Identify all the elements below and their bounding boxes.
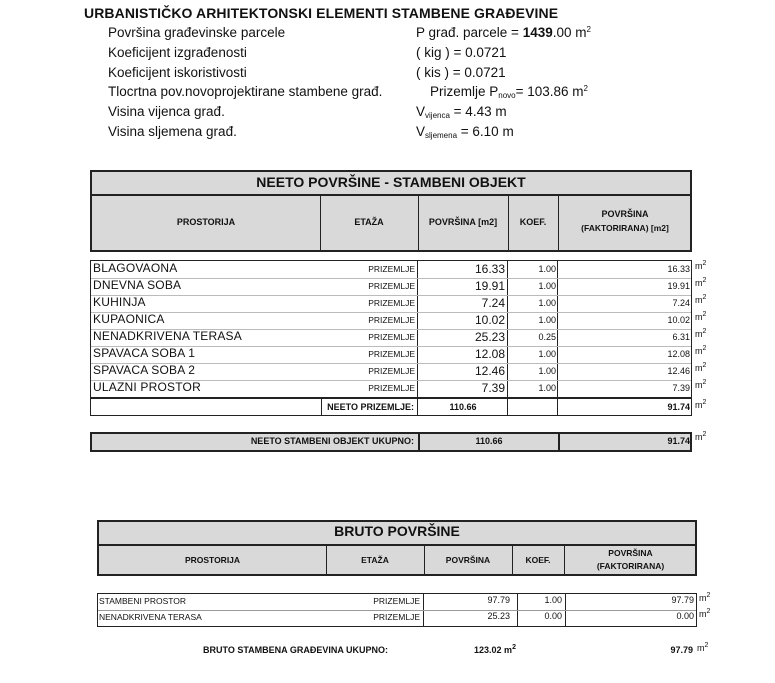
unit-sup: 2: [706, 592, 711, 599]
neto-row-name: SPAVACA SOBA 1: [93, 346, 196, 360]
unit-sup: 2: [702, 277, 707, 284]
neto-row-koef: 1.00: [538, 298, 556, 308]
neto-row-unit: [695, 346, 706, 356]
neto-row-povrsina: 25.23: [474, 330, 505, 344]
neto-col-koef: KOEF.: [519, 217, 547, 227]
neto-row-koef: 1.00: [538, 366, 556, 376]
neto-col-fakt-sub: (FAKTORIRANA) [m2]: [581, 223, 669, 233]
neto-row-etaza: PRIZEMLJE: [368, 366, 415, 376]
neto-total-fakt: 91.74: [667, 436, 690, 446]
unit-sup: 2: [702, 311, 707, 318]
neto-row-etaza: PRIZEMLJE: [368, 383, 415, 393]
neto-total-label: NEETO STAMBENI OBJEKT UKUPNO:: [250, 436, 414, 446]
neto-col-povrsina: POVRŠINA [m2]: [428, 217, 498, 227]
unit-sup: 2: [702, 379, 707, 386]
neto-row-etaza: PRIZEMLJE: [368, 298, 415, 308]
neto-row-fakt: 12.08: [667, 349, 690, 359]
bruto-total-unit: $m^2$: [697, 642, 709, 653]
unit-sup: 2: [702, 345, 707, 352]
neto-row-name: SPAVACA SOBA 2: [93, 363, 196, 377]
parcel-area-label: Površina građevinske parcele: [108, 25, 286, 40]
bruto-row-fakt: 97.79: [671, 595, 694, 605]
neto-row-fakt: 16.33: [667, 264, 690, 274]
ridge-height-label: Visina sljemena građ.: [108, 124, 237, 139]
bruto-total-label: BRUTO STAMBENA GRAĐEVINA UKUPNO:: [203, 645, 389, 655]
unit-sup: 2: [702, 294, 707, 301]
bruto-col-fakt-sub: (FAKTORIRANA): [596, 561, 665, 571]
kig-value: ( kig ) = 0.0721: [416, 45, 507, 60]
ridge-height-value: Vsljemena = 6.10 m: [416, 124, 514, 140]
neto-row-povrsina: 19.91: [474, 279, 505, 293]
neto-row-koef: 0.25: [538, 332, 556, 342]
neto-row-unit: [695, 380, 706, 390]
document-title: URBANISTIČKO ARHITEKTONSKI ELEMENTI STAMBENE GRAĐEVINE: [84, 5, 559, 21]
neto-row-unit: [695, 295, 706, 305]
bruto-row-koef: 0.00: [544, 611, 562, 621]
neto-total-unit: $m^2$: [695, 431, 707, 442]
neto-row-povrsina: 12.46: [474, 364, 505, 378]
neto-row-fakt: 10.02: [667, 315, 690, 325]
neto-row-povrsina: 7.39: [481, 381, 505, 395]
neto-row-koef: 1.00: [538, 383, 556, 393]
unit-m: m: [695, 312, 703, 322]
neto-row-koef: 1.00: [538, 349, 556, 359]
bruto-col-prostorija: PROSTORIJA: [184, 555, 241, 565]
unit-sup: 2: [702, 260, 707, 267]
kis-label: Koeficijent iskoristivosti: [108, 65, 247, 80]
unit-sup: 2: [706, 608, 711, 615]
neto-row-fakt: 12.46: [667, 366, 690, 376]
unit-m: m: [695, 295, 703, 305]
neto-row-koef: 1.00: [538, 315, 556, 325]
bruto-row-unit: [699, 609, 710, 619]
neto-row-povrsina: 12.08: [474, 347, 505, 361]
neto-row-unit: [695, 312, 706, 322]
unit-sup: 2: [702, 362, 707, 369]
neto-row-name: NENADKRIVENA TERASA: [93, 329, 242, 343]
neto-row-koef: 1.00: [538, 264, 556, 274]
neto-row-fakt: 7.24: [672, 298, 690, 308]
bruto-row-povrsina: 97.79: [487, 595, 510, 605]
unit-m: m: [695, 278, 703, 288]
unit-m: m: [699, 609, 707, 619]
neto-total-povrsina: 110.66: [475, 436, 503, 446]
bruto-col-povrsina: POVRŠINA: [445, 555, 491, 565]
neto-row-fakt: 19.91: [667, 281, 690, 291]
unit-sup: 2: [702, 328, 707, 335]
unit-m: m: [695, 261, 703, 271]
neto-row-unit: [695, 329, 706, 339]
kis-value: ( kis ) = 0.0721: [416, 65, 506, 80]
neto-row-unit: [695, 363, 706, 373]
neto-row-fakt: 6.31: [672, 332, 690, 342]
neto-row-unit: [695, 278, 706, 288]
bruto-title: BRUTO POVRŠINE: [334, 523, 460, 539]
neto-row-name: BLAGOVAONA: [93, 261, 178, 275]
neto-subtotal-povrsina: 110.66: [449, 402, 477, 412]
unit-m: m: [695, 380, 703, 390]
bruto-col-koef: KOEF.: [525, 555, 551, 565]
unit-m: m: [695, 329, 703, 339]
neto-row-etaza: PRIZEMLJE: [368, 264, 415, 274]
neto-row-name: DNEVNA SOBA: [93, 278, 182, 292]
neto-row-povrsina: 10.02: [474, 313, 505, 327]
neto-col-prostorija: PROSTORIJA: [176, 217, 236, 227]
bruto-row-koef: 1.00: [544, 595, 562, 605]
neto-row-povrsina: 16.33: [474, 262, 505, 276]
neto-subtotal-label: NEETO PRIZEMLJE:: [327, 402, 414, 412]
cornice-height-label: Visina vijenca građ.: [108, 104, 225, 119]
bruto-row-name: STAMBENI PROSTOR: [99, 596, 187, 606]
kig-label: Koeficijent izgrađenosti: [108, 45, 247, 60]
cornice-height-value: Vvijenca = 4.43 m: [416, 104, 507, 120]
parcel-area-value: P građ. parcele = 1439.00 $m^2$: [416, 25, 591, 40]
bruto-row-fakt: 0.00: [676, 611, 694, 621]
neto-row-name: ULAZNI PROSTOR: [93, 380, 201, 394]
neto-subtotal-fakt: 91.74: [667, 402, 690, 412]
unit-m: m: [695, 346, 703, 356]
neto-row-povrsina: 7.24: [481, 296, 505, 310]
unit-m: m: [695, 363, 703, 373]
neto-col-etaza: ETAŽA: [354, 217, 384, 227]
footprint-value: Prizemlje Pnovo= 103.86 $m^2$: [430, 84, 588, 100]
neto-title: NEETO POVRŠINE - STAMBENI OBJEKT: [256, 174, 526, 190]
unit-m: m: [699, 593, 707, 603]
neto-row-etaza: PRIZEMLJE: [368, 315, 415, 325]
neto-row-name: KUHINJA: [93, 295, 146, 309]
bruto-row-name: NENADKRIVENA TERASA: [99, 612, 202, 622]
neto-row-fakt: 7.39: [672, 383, 690, 393]
bruto-col-etaza: ETAŽA: [361, 555, 389, 565]
bruto-total-fakt: 97.79: [670, 645, 693, 655]
bruto-col-fakt: POVRŠINA: [608, 548, 653, 558]
neto-row-koef: 1.00: [538, 281, 556, 291]
bruto-row-unit: [699, 593, 710, 603]
neto-row-etaza: PRIZEMLJE: [368, 281, 415, 291]
neto-subtotal-unit: $m^2$: [695, 399, 707, 410]
bruto-total-povrsina: 123.02 $m^2$: [474, 644, 516, 655]
neto-row-etaza: PRIZEMLJE: [368, 349, 415, 359]
footprint-label: Tlocrtna pov.novoprojektirane stambene građ.: [108, 84, 383, 99]
bruto-row-etaza: PRIZEMLJE: [373, 596, 420, 606]
neto-row-unit: [695, 261, 706, 271]
neto-col-fakt: POVRŠINA: [601, 209, 649, 219]
bruto-row-povrsina: 25.23: [487, 611, 510, 621]
bruto-row-etaza: PRIZEMLJE: [373, 612, 420, 622]
neto-row-etaza: PRIZEMLJE: [368, 332, 415, 342]
neto-row-name: KUPAONICA: [93, 312, 165, 326]
